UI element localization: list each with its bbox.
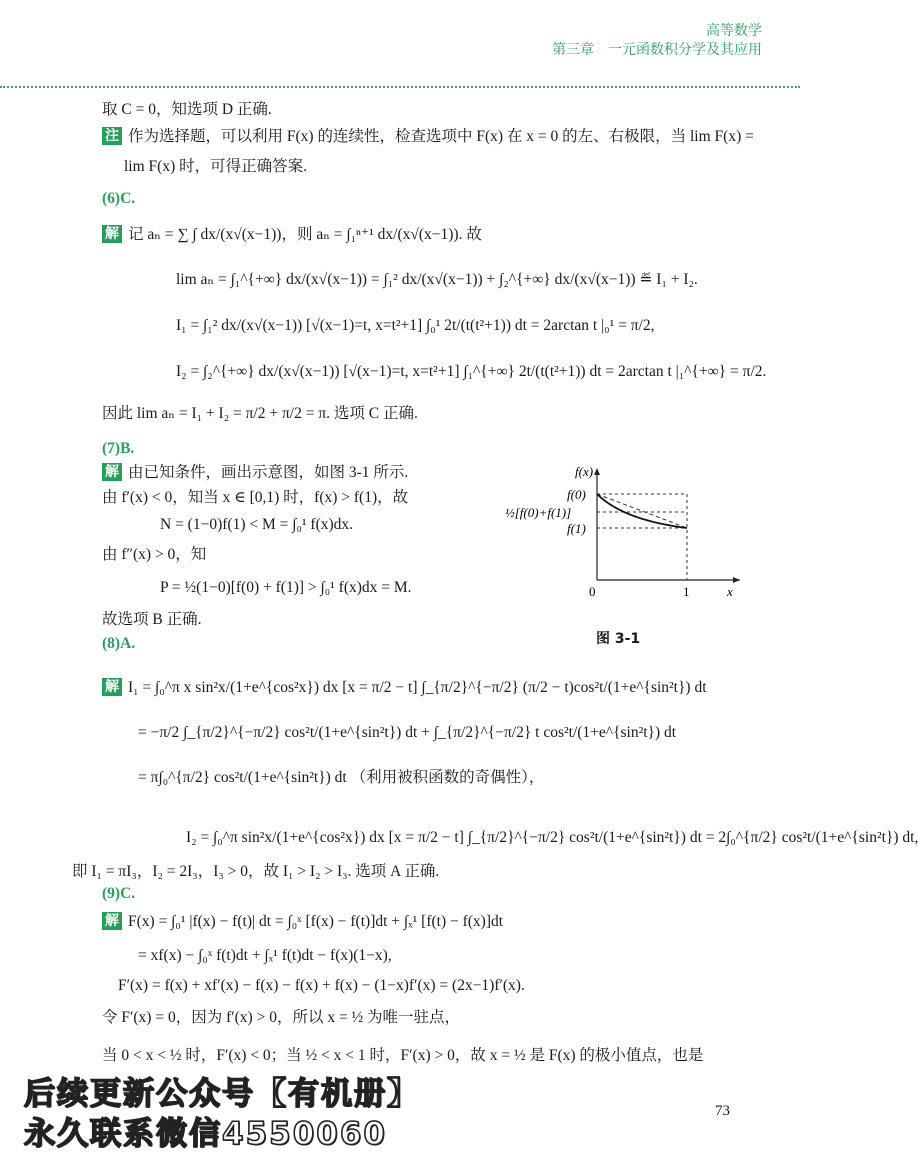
problem-6-label: (6)C. <box>102 190 136 207</box>
y-arrow-icon <box>594 468 600 475</box>
p9-line-4: 令 F′(x) = 0，因为 f′(x) > 0，所以 x = ½ 为唯一驻点， <box>102 1009 461 1026</box>
fig-one: 1 <box>683 584 690 599</box>
x-arrow-icon <box>733 577 740 583</box>
p8-line-4: I₂ = ∫₀^π sin²x/(1+e^{cos²x}) dx [x = π/2 − t] ∫_{π/2}^{−π/2} cos²t/(1+e^{sin²t}) dt = 2∫₀^{π/2} cos²t/(1+e^{sin²t}) dt, <box>186 829 918 846</box>
book-title: 高等数学 <box>706 23 762 39</box>
p8-text-1: I₁ = ∫₀^π x sin²x/(1+e^{cos²x}) dx [x = π/2 − t] ∫_{π/2}^{−π/2} (π/2 − t)cos²t/(1+e^{sin²t}) dt <box>128 679 707 696</box>
p9-line-1 <box>102 912 503 932</box>
figure-3-1 <box>505 462 750 622</box>
p6-line-5: 因此 lim aₙ = I₁ + I₂ = π/2 + π/2 = π. 选项 C 正确. <box>102 405 418 422</box>
running-header <box>552 22 762 60</box>
page-number: 73 <box>715 1103 730 1119</box>
p8-line-1 <box>102 678 707 698</box>
note-badge: 注 <box>102 127 122 145</box>
watermark-line-2: 永久联系微信4550060 <box>24 1116 387 1152</box>
fig-f1: f(1) <box>567 521 586 536</box>
problem-7-label: (7)B. <box>102 440 135 457</box>
solve-badge: 解 <box>102 912 122 930</box>
p7-line-1 <box>102 463 408 483</box>
solve-badge: 解 <box>102 678 122 696</box>
p9-line-5: 当 0 < x < ½ 时，F′(x) < 0；当 ½ < x < 1 时，F′(x) > 0，故 x = ½ 是 F(x) 的极小值点，也是 <box>102 1047 704 1064</box>
p8-line-5: 即 I₁ = πI₃，I₂ = 2I₃，I₃ > 0，故 I₁ > I₂ > I₃. 选项 A 正确. <box>72 863 440 880</box>
p7-line-4: 由 f″(x) > 0，知 <box>102 546 207 563</box>
watermark-line-1: 后续更新公众号【有机册】 <box>24 1076 420 1112</box>
fig-xlabel: x <box>727 584 733 599</box>
p8-line-2: = −π/2 ∫_{π/2}^{−π/2} cos²t/(1+e^{sin²t}) dt + ∫_{π/2}^{−π/2} t cos²t/(1+e^{sin²t}) dt <box>138 724 677 741</box>
p7-line-5: P = ½(1−0)[f(0) + f(1)] > ∫₀¹ f(x)dx = M. <box>160 579 412 596</box>
p6-line-2: lim aₙ = ∫₁^{+∞} dx/(x√(x−1)) = ∫₁² dx/(x√(x−1)) + ∫₂^{+∞} dx/(x√(x−1)) ≝ I₁ + I₂. <box>176 271 698 288</box>
note-line-2: lim F(x) 时，可得正确答案. <box>124 158 307 175</box>
p9-line-3: F′(x) = f(x) + xf′(x) − f(x) − f(x) + f(x) − (1−x)f′(x) = (2x−1)f′(x). <box>118 977 525 994</box>
p6-text-1: 记 aₙ = ∑ ∫ dx/(x√(x−1))，则 aₙ = ∫₁ⁿ⁺¹ dx/(x√(x−1)). 故 <box>128 226 482 243</box>
header-divider <box>0 86 800 88</box>
p9-line-2: = xf(x) − ∫₀ˣ f(t)dt + ∫ₓ¹ f(t)dt − f(x)(1−x), <box>138 947 392 964</box>
p8-line-3: = π∫₀^{π/2} cos²t/(1+e^{sin²t}) dt （利用被积函数的奇偶性）， <box>138 769 545 786</box>
p6-line-3: I₁ = ∫₁² dx/(x√(x−1)) [√(x−1)=t, x=t²+1] ∫₀¹ 2t/(t(t²+1)) dt = 2arctan t |₀¹ = π/2, <box>176 317 655 334</box>
p9-text-1: F(x) = ∫₀¹ |f(x) − f(t)| dt = ∫₀ˣ [f(x) − f(t)]dt + ∫ₓ¹ [f(t) − f(x)]dt <box>128 913 504 930</box>
line-conclusion-d: 取 C = 0，知选项 D 正确. <box>102 101 272 118</box>
note-text: 作为选择题，可以利用 F(x) 的连续性，检查选项中 F(x) 在 x = 0 的左、右极限，当 lim F(x) = <box>128 128 754 145</box>
chord <box>597 494 687 528</box>
solve-badge: 解 <box>102 463 122 481</box>
solve-badge: 解 <box>102 225 122 243</box>
fig-ylabel: f(x) <box>575 464 594 479</box>
p7-line-6: 故选项 B 正确. <box>102 611 202 628</box>
note-line <box>102 127 754 147</box>
chapter-title: 第三章 一元函数积分学及其应用 <box>552 42 762 58</box>
p7-line-3: N = (1−0)f(1) < M = ∫₀¹ f(x)dx. <box>160 516 354 533</box>
p6-line-4: I₂ = ∫₂^{+∞} dx/(x√(x−1)) [√(x−1)=t, x=t²+1] ∫₁^{+∞} 2t/(t(t²+1)) dt = 2arctan t |₁^{+∞} = π/2. <box>176 363 767 380</box>
p7-line-2: 由 f′(x) < 0，知当 x ∈ [0,1) 时，f(x) > f(1)，故 <box>102 489 409 506</box>
figure-caption: 图 3-1 <box>596 631 641 647</box>
fig-origin: 0 <box>589 584 596 599</box>
fig-f0: f(0) <box>567 487 586 502</box>
fig-half: ½[f(0)+f(1)] <box>505 505 572 520</box>
p7-text-1: 由已知条件，画出示意图，如图 3-1 所示. <box>128 464 409 481</box>
p6-line-1 <box>102 225 482 245</box>
problem-8-label: (8)A. <box>102 635 136 652</box>
problem-9-label: (9)C. <box>102 885 136 902</box>
